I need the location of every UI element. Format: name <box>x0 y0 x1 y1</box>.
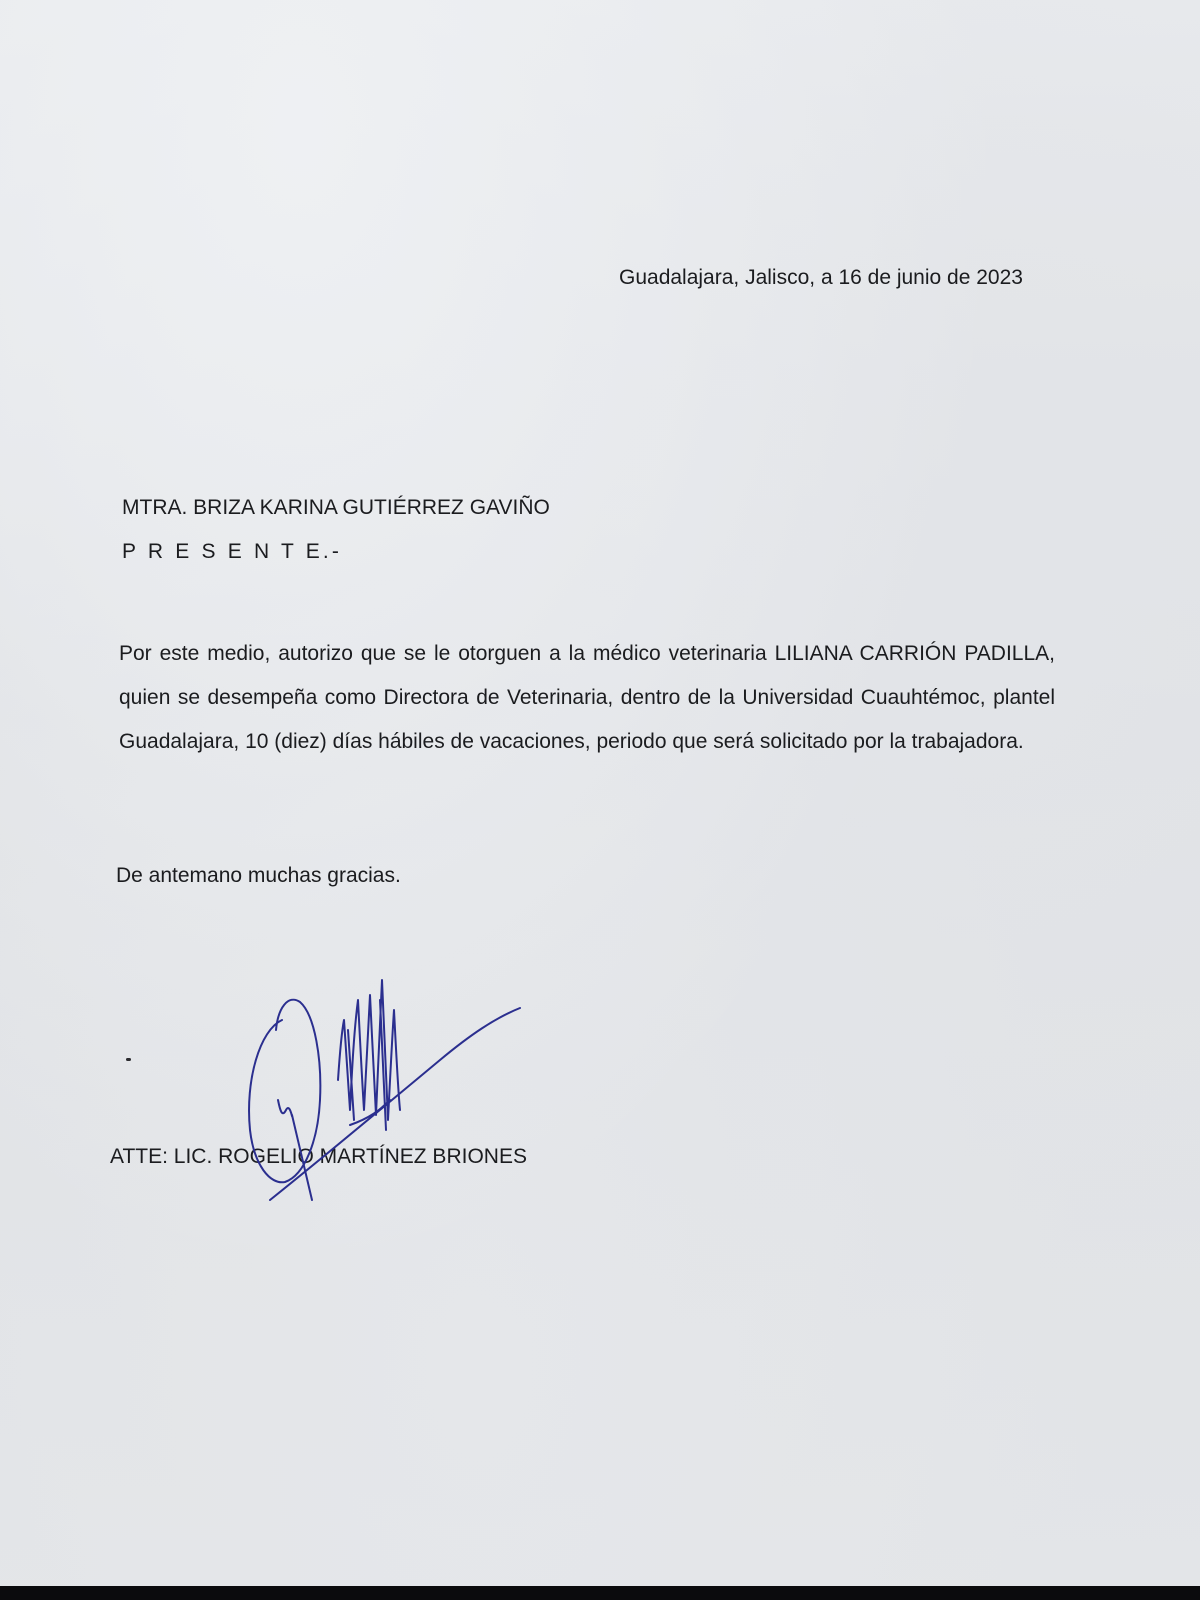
place-date: Guadalajara, Jalisco, a 16 de junio de 2023 <box>619 266 1023 289</box>
signatory-name: ATTE: LIC. ROGELIO MARTÍNEZ BRIONES <box>110 1145 527 1168</box>
background-edge <box>0 1586 1200 1600</box>
paper-speck <box>126 1058 131 1061</box>
handwritten-signature-icon <box>230 960 540 1230</box>
letter-body: Por este medio, autorizo que se le otorguen a la médico veterinaria LILIANA CARRIÓN PADILLA, quien se desempeña como Directora de Veterinaria, dentro de la Universidad Cuauhtémoc, plantel Guadalajara, 10 (diez) días hábiles de vacaciones, periodo que será solicitado por la trabajadora. <box>119 642 1055 753</box>
closing-line: De antemano muchas gracias. <box>116 864 401 887</box>
salutation: P R E S E N T E.- <box>122 540 343 563</box>
recipient-name: MTRA. BRIZA KARINA GUTIÉRREZ GAVIÑO <box>122 496 550 519</box>
